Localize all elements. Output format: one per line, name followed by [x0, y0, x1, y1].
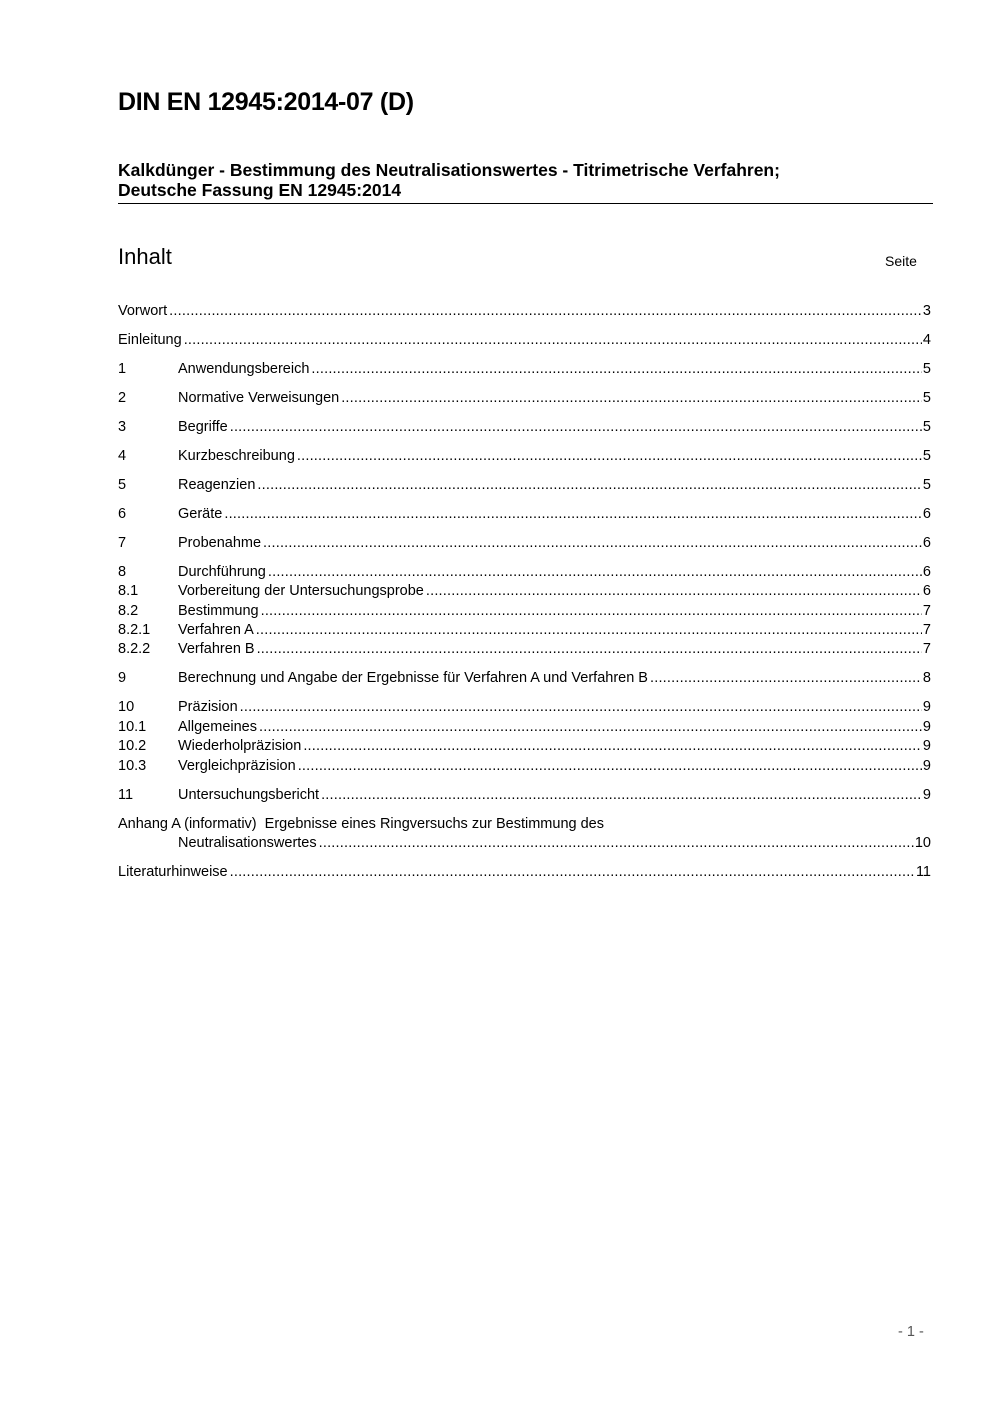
toc-entry-literaturhinweise[interactable]	[118, 863, 931, 882]
toc-leader-dots	[256, 621, 922, 640]
toc-entry-number: 11	[118, 786, 134, 803]
toc-leader-dots	[426, 582, 922, 601]
toc-leader-dots	[341, 389, 922, 408]
toc-leader-dots	[230, 863, 915, 882]
toc-entry-2[interactable]	[118, 389, 931, 408]
toc-entry-vorwort[interactable]	[118, 302, 931, 321]
toc-entry-9[interactable]	[118, 669, 931, 688]
toc-entry-number: 10.3	[118, 757, 147, 774]
toc-entry-label: Vergleichpräzision	[178, 757, 296, 774]
toc-entry-label: Vorwort	[118, 303, 168, 319]
toc-entry-10-3[interactable]	[118, 757, 931, 776]
toc-entry-number: 9	[118, 670, 127, 687]
toc-entry-anhang-a-continued[interactable]	[118, 834, 931, 853]
toc-entry-number: 8	[118, 563, 127, 580]
toc-entry-label: Probenahme	[178, 534, 262, 551]
toc-entry-number: 8.2.2	[118, 641, 151, 658]
toc-entry-number: 10.2	[118, 738, 147, 755]
toc-entry-label: Reagenzien	[178, 476, 256, 493]
toc-leader-dots	[230, 418, 922, 437]
toc-entry-number: 8.1	[118, 583, 139, 600]
toc-leader-dots	[298, 757, 922, 776]
toc-leader-dots	[319, 834, 914, 853]
toc-entry-1[interactable]	[118, 360, 931, 379]
toc-entry-10-2[interactable]	[118, 737, 931, 756]
toc-leader-dots	[184, 331, 922, 350]
toc-entry-label: Einleitung	[118, 331, 182, 348]
toc-leader-dots	[303, 737, 922, 756]
toc-entry-label: Bestimmung	[178, 602, 259, 619]
toc-entry-8-2-1[interactable]	[118, 621, 931, 640]
toc-entry-page: 8	[922, 670, 931, 687]
toc-entry-label: Neutralisationswertes	[178, 834, 317, 851]
toc-leader-dots	[259, 718, 922, 737]
toc-entry-6[interactable]	[118, 505, 931, 524]
toc-entry-number: 8.2	[118, 602, 139, 619]
document-subtitle	[118, 160, 933, 204]
toc-entry-page: 7	[922, 641, 931, 658]
toc-entry-8-1[interactable]	[118, 582, 931, 601]
toc-entry-page: 6	[922, 563, 931, 580]
subtitle-line-2: Deutsche Fassung EN 12945:2014	[118, 180, 402, 200]
toc-entry-page: 5	[922, 389, 931, 406]
toc-entry-page: 5	[922, 418, 931, 435]
toc-entry-page: 7	[922, 622, 931, 639]
toc-heading: Inhalt	[118, 244, 172, 269]
toc-leader-dots	[297, 447, 922, 466]
toc-entry-page: 7	[922, 602, 931, 619]
toc-leader-dots	[169, 302, 922, 321]
toc-leader-dots	[650, 669, 922, 688]
toc-entry-number: 6	[118, 505, 127, 522]
toc-entry-8[interactable]	[118, 563, 931, 582]
toc-entry-page: 9	[922, 718, 931, 735]
toc-leader-dots	[263, 534, 922, 553]
toc-leader-dots	[311, 360, 922, 379]
toc-entry-8-2[interactable]	[118, 602, 931, 621]
toc-entry-label: Untersuchungsbericht	[178, 786, 320, 803]
toc-entry-10-1[interactable]	[118, 718, 931, 737]
toc-entry-number: 4	[118, 447, 127, 464]
toc-entry-label: Verfahren B	[178, 641, 255, 658]
toc-entry-10[interactable]	[118, 698, 931, 717]
toc-entry-page: 5	[922, 447, 931, 464]
toc-entry-page: 11	[915, 863, 931, 880]
toc-entry-label: Wiederholpräzision	[178, 738, 302, 755]
toc-entry-7[interactable]	[118, 534, 931, 553]
toc-entry-page: 9	[922, 757, 931, 774]
toc-entry-einleitung[interactable]	[118, 331, 931, 350]
toc-entry-number: 8.2.1	[118, 622, 151, 639]
toc-entry-label: Anhang A (informativ) Ergebnisse eines Ringversuchs zur Bestimmung des	[118, 815, 604, 832]
toc-entry-number: 5	[118, 476, 127, 493]
toc-entry-label: Normative Verweisungen	[178, 389, 340, 406]
toc-entry-number: 10	[118, 699, 135, 716]
toc-entry-label: Vorbereitung der Untersuchungsprobe	[178, 583, 424, 600]
table-of-contents	[118, 302, 931, 882]
toc-entry-label: Anwendungsbereich	[178, 360, 310, 377]
toc-entry-number: 10.1	[118, 718, 147, 735]
toc-entry-page: 6	[922, 505, 931, 522]
toc-leader-dots	[257, 640, 922, 659]
toc-leader-dots	[240, 698, 922, 717]
toc-entry-4[interactable]	[118, 447, 931, 466]
toc-entry-page: 5	[922, 476, 931, 493]
subtitle-line-1: Kalkdünger - Bestimmung des Neutralisationswertes - Titrimetrische Verfahren;	[118, 160, 780, 180]
toc-entry-label: Präzision	[178, 699, 238, 716]
toc-entry-page: 10	[914, 834, 931, 851]
toc-entry-label: Durchführung	[178, 563, 266, 580]
toc-leader-dots	[224, 505, 922, 524]
toc-entry-page: 9	[922, 738, 931, 755]
toc-entry-label: Geräte	[178, 505, 223, 522]
toc-entry-number: 3	[118, 418, 127, 435]
toc-entry-page: 6	[922, 583, 931, 600]
toc-entry-page: 9	[922, 786, 931, 803]
toc-entry-page: 6	[922, 534, 931, 551]
page-number: - 1 -	[898, 1324, 924, 1340]
toc-entry-anhang-a[interactable]	[118, 815, 931, 834]
toc-page-column-label: Seite	[885, 253, 917, 269]
toc-entry-8-2-2[interactable]	[118, 640, 931, 659]
toc-entry-label: Verfahren A	[178, 622, 254, 639]
toc-entry-number: 7	[118, 534, 127, 551]
document-title: DIN EN 12945:2014-07 (D)	[118, 88, 414, 116]
toc-leader-dots	[268, 563, 922, 582]
toc-entry-label: Begriffe	[178, 418, 228, 435]
toc-entry-page: 4	[922, 331, 931, 348]
toc-entry-label: Kurzbeschreibung	[178, 447, 295, 464]
toc-entry-page: 3	[922, 303, 931, 319]
toc-entry-5[interactable]	[118, 476, 931, 495]
toc-entry-label: Literaturhinweise	[118, 863, 228, 880]
toc-entry-3[interactable]	[118, 418, 931, 437]
toc-entry-label: Allgemeines	[178, 718, 257, 735]
toc-leader-dots	[261, 602, 922, 621]
toc-leader-dots	[257, 476, 922, 495]
toc-entry-number: 2	[118, 389, 127, 406]
toc-entry-page: 5	[922, 360, 931, 377]
toc-leader-dots	[321, 786, 922, 805]
toc-entry-page: 9	[922, 699, 931, 716]
toc-entry-label: Berechnung und Angabe der Ergebnisse für Verfahren A und Verfahren B	[178, 670, 648, 687]
toc-entry-11[interactable]	[118, 786, 931, 805]
toc-entry-number: 1	[118, 360, 127, 377]
